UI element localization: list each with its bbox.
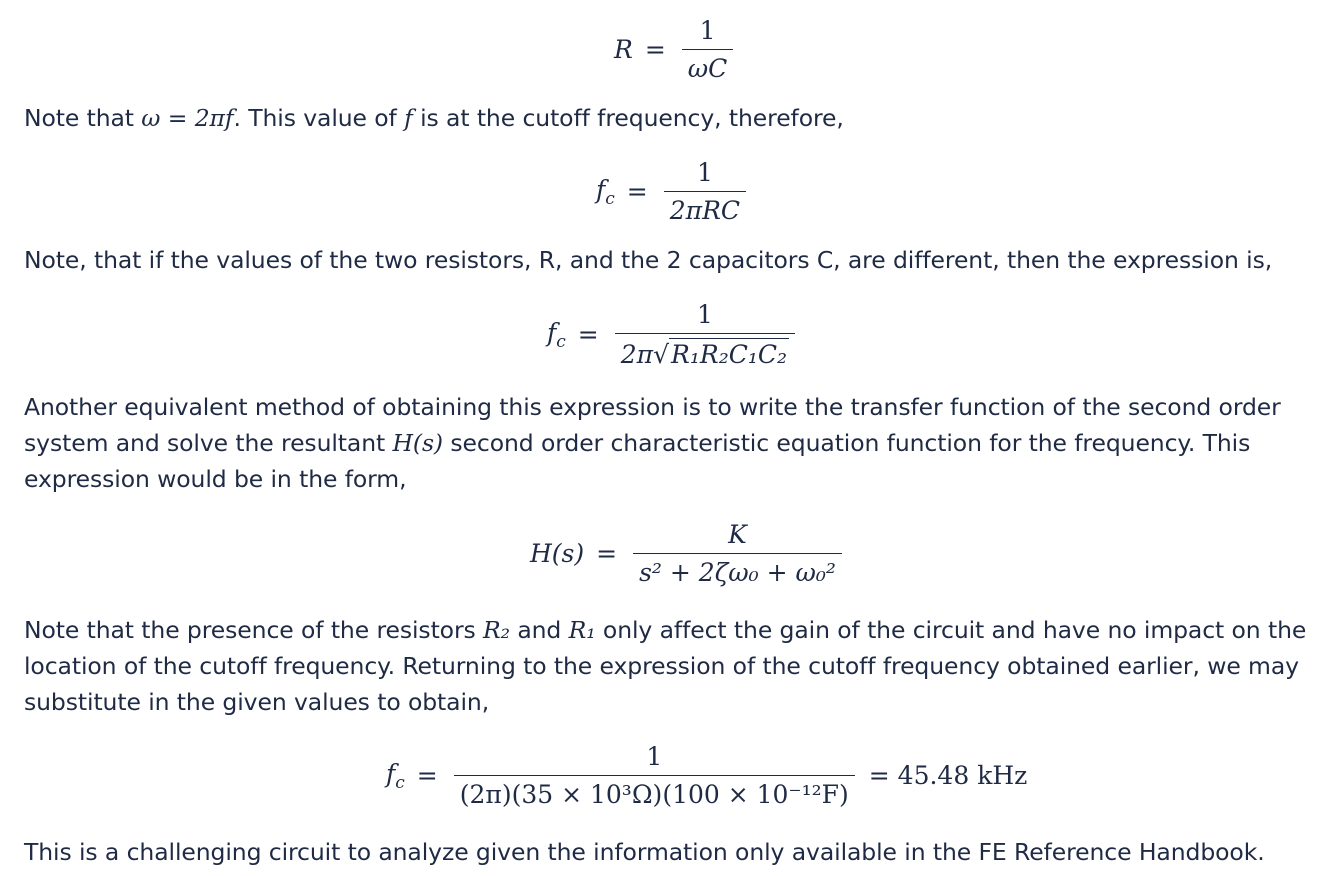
equation-cutoff-general bbox=[547, 300, 799, 369]
p1-text-b: . This value of bbox=[233, 104, 405, 132]
eq1-fraction bbox=[682, 16, 734, 83]
eq1-numerator: 1 bbox=[699, 16, 716, 45]
eq2-numerator: 1 bbox=[696, 158, 713, 187]
eq2-fraction bbox=[664, 158, 746, 225]
equation-transfer-function bbox=[530, 520, 846, 587]
p3-math-hs: H(s) bbox=[392, 429, 443, 457]
eq2-lhs: $f_c$ bbox=[596, 174, 615, 209]
eq3-fraction bbox=[615, 300, 795, 369]
eq3-den-prefix: 2π bbox=[620, 340, 654, 369]
eq2-equals: = bbox=[626, 177, 648, 206]
eq1-equals: = bbox=[644, 35, 666, 64]
p1-math-f: f bbox=[404, 104, 413, 132]
eq4-numerator: K bbox=[728, 520, 747, 549]
eq5-numerator: 1 bbox=[646, 742, 663, 771]
p4-text-a: Note that the presence of the resistors bbox=[24, 616, 484, 644]
eq1-denominator: ωC bbox=[682, 49, 734, 83]
eq3-numerator: 1 bbox=[696, 300, 713, 329]
eq3-radicand: R₁R₂C₁C₂ bbox=[671, 340, 788, 369]
p4-math-r2: R₂ bbox=[483, 616, 510, 644]
eq5-fraction bbox=[454, 742, 855, 809]
eq3-equals: = bbox=[577, 320, 599, 349]
eq5-equals: = bbox=[416, 761, 438, 790]
paragraph-omega-note bbox=[24, 100, 1314, 136]
p4-text-b: and bbox=[509, 616, 569, 644]
eq5-result: = 45.48 kHz bbox=[868, 761, 1028, 790]
paragraph-resistors-gain bbox=[24, 612, 1314, 720]
eq4-equals: = bbox=[596, 539, 618, 568]
p4-text-c: only affect the gain of the circuit and have no impact on the location of the cutoff frequency. Returning to the expression of the cutoff frequency obtained earlier, we may substitute in the given values to obtain, bbox=[24, 616, 1307, 716]
eq5-lhs: $f_c$ bbox=[386, 758, 405, 793]
eq3-lhs: $f_c$ bbox=[547, 317, 566, 352]
eq1-lhs: R bbox=[614, 35, 633, 64]
equation-cutoff-numeric bbox=[386, 742, 1027, 809]
eq4-fraction bbox=[633, 520, 842, 587]
equation-resistance bbox=[614, 16, 737, 83]
eq5-denominator: (2π)(35 × 10³Ω)(100 × 10⁻¹²F) bbox=[454, 775, 855, 809]
paragraph-transfer-function bbox=[24, 389, 1314, 497]
p4-math-r1: R₁ bbox=[568, 616, 596, 644]
p1-math-omega: ω = 2πf bbox=[141, 104, 234, 132]
eq4-denominator: s² + 2ζω₀ + ω₀² bbox=[633, 553, 842, 587]
sqrt-symbol: √ R₁R₂C₁C₂ bbox=[653, 340, 788, 369]
p1-text-c: is at the cutoff frequency, therefore, bbox=[412, 104, 844, 132]
equation-cutoff-frequency bbox=[596, 158, 750, 225]
p3-text-a: Another equivalent method of obtaining this expression is to write the transfer function of the second order system and solve the resultant bbox=[24, 393, 1281, 457]
paragraph-different-values: Note, that if the values of the two resistors, R, and the 2 capacitors C, are different, then the expression is, bbox=[24, 246, 1273, 274]
eq4-lhs: H(s) bbox=[530, 539, 585, 568]
paragraph-conclusion: This is a challenging circuit to analyze given the information only available in the FE Reference Handbook. bbox=[24, 838, 1265, 866]
p1-text-a: Note that bbox=[24, 104, 142, 132]
eq2-denominator: 2πRC bbox=[664, 191, 746, 225]
p3-text-b: second order characteristic equation function for the frequency. This expression would be in the form, bbox=[24, 429, 1251, 493]
eq3-denominator bbox=[615, 333, 795, 369]
